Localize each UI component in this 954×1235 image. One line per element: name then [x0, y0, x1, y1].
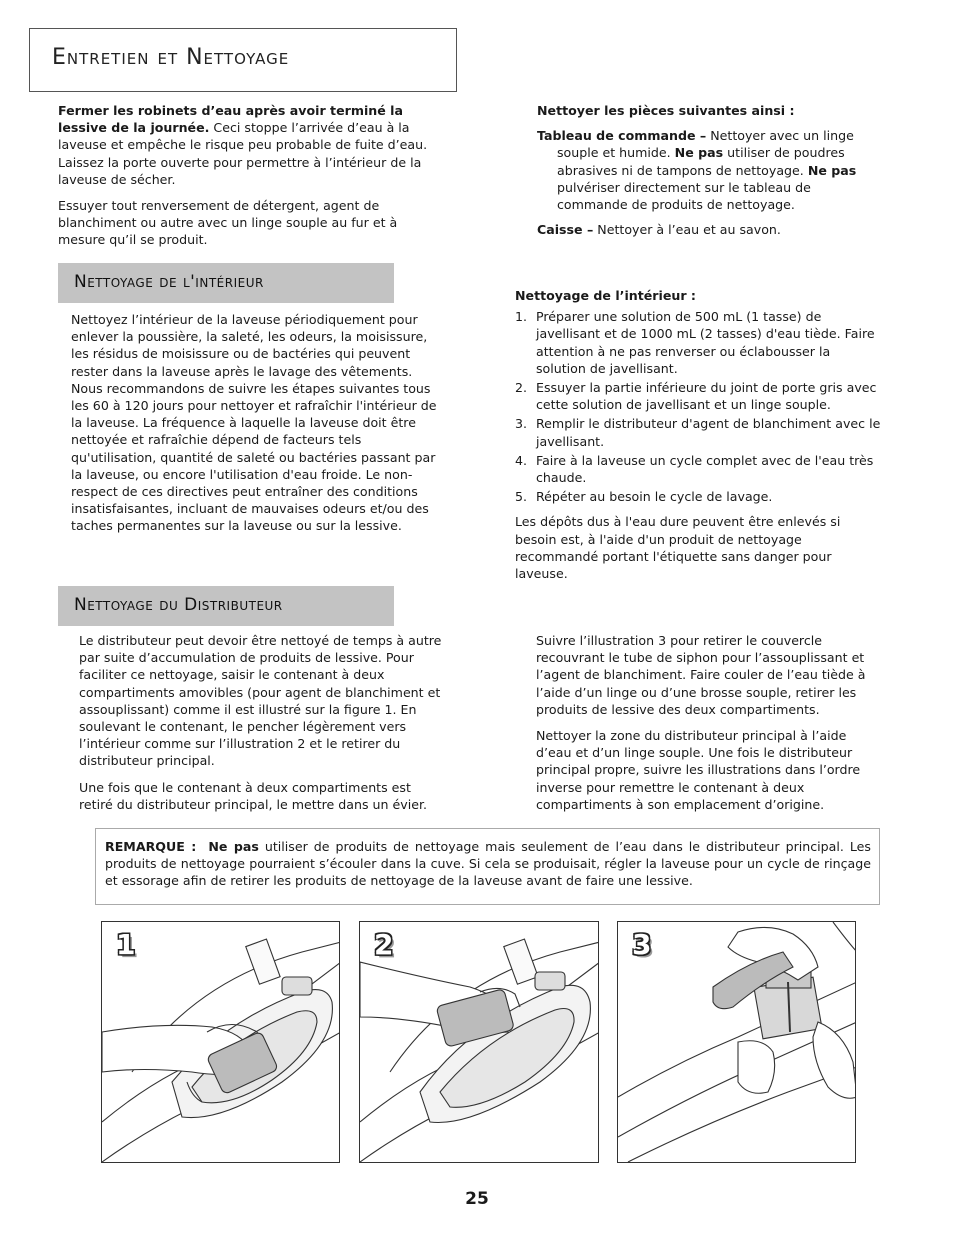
list-item [515, 415, 882, 449]
hard-water-paragraph: Les dépôts dus à l'eau dure peuvent être enlevés si besoin est, à l'aide d'un produit de nettoyage recommandé portant l'étiquette sans danger pour laveuse. [515, 514, 841, 582]
figure-2 [359, 921, 599, 1163]
section-header-interior [58, 263, 394, 303]
figure-number: 3 [632, 928, 652, 961]
intro-paragraph-2: Essuyer tout renversement de détergent, agent de blanchiment ou autre avec un linge souple au fur et à mesure qu’il se produit. [58, 198, 398, 248]
page-title: Entretien et Nettoyage [52, 45, 290, 70]
list-item [515, 488, 882, 505]
cabinet-label: Caisse – [537, 222, 594, 238]
note-warning: Ne pas [208, 839, 259, 854]
control-panel-warning-2: Ne pas [807, 162, 857, 178]
page-title-box [29, 28, 457, 92]
dispenser-paragraph-2: Une fois que le contenant à deux compartiments est retiré du distributeur principal, le mettre dans un évier. [79, 779, 427, 812]
section-title-interior: Nettoyage de l'intérieur [74, 272, 264, 292]
intro-paragraph-1 [58, 102, 442, 188]
hands-removing-siphon-cap-illustration [618, 922, 856, 1163]
note-box [95, 828, 880, 905]
intro-text: Ceci stoppe l’arrivée d’eau à la laveuse et empêche le risque peu probable de fuite d’eau. Laissez la porte ouverte pour permettre à l’intérieur de la laveuse de sécher. [58, 120, 428, 187]
note-label: REMARQUE : [105, 839, 197, 854]
section-title-dispenser: Nettoyage du Distributeur [74, 595, 283, 615]
parts-block [537, 102, 882, 238]
step-number: 4. [515, 452, 528, 468]
figure-number: 1 [116, 928, 136, 961]
page-number: 25 [465, 1189, 489, 1209]
interior-steps-block [515, 287, 882, 582]
step-text: Préparer une solution de 500 mL (1 tasse) de javellisant et de 1000 mL (2 tasses) d'eau tiède. Faire attention à ne pas renverser ou éclabousser la solution de javellisant. [536, 309, 875, 376]
control-panel-text-3: pulvériser directement sur le tableau de commande de produits de nettoyage. [557, 179, 811, 213]
interior-body [71, 311, 443, 535]
control-panel-text-2: utiliser de poudres abrasives ni de tampons de nettoyage. [557, 145, 845, 178]
figure-1 [101, 921, 340, 1163]
cabinet-text: Nettoyer à l’eau et au savon. [593, 222, 781, 238]
control-panel-item [537, 127, 882, 213]
note-text [105, 838, 871, 890]
parts-heading: Nettoyer les pièces suivantes ainsi : [537, 103, 795, 118]
step-text: Faire à la laveuse un cycle complet avec de l'eau très chaude. [536, 452, 874, 486]
control-panel-warning-1: Ne pas [674, 145, 724, 161]
step-text: Essuyer la partie inférieure du joint de porte gris avec cette solution de javellisant et un linge souple. [536, 380, 877, 413]
step-number: 2. [515, 380, 528, 396]
step-text: Répéter au besoin le cycle de lavage. [536, 489, 773, 505]
control-panel-label: Tableau de commande – [537, 128, 707, 144]
control-panel-text-1: Nettoyer avec un linge souple et humide. [557, 128, 854, 161]
figure-number: 2 [374, 928, 394, 961]
intro-block [58, 102, 442, 249]
dispenser-left-block [79, 632, 443, 813]
intro-bold-text: Fermer les robinets d’eau après avoir terminé la lessive de la journée. [58, 103, 403, 136]
step-number: 5. [515, 489, 528, 505]
section-header-dispenser [58, 586, 394, 626]
dispenser-paragraph-4: Nettoyer la zone du distributeur principal à l’aide d’eau et d’un linge souple. Une fois le distributeur principal propre, suivre les illustrations dans l’ordre inverse pour remettre le contenant à deux compartiments à son emplacement d’origine. [536, 728, 861, 812]
interior-steps-list [515, 308, 882, 505]
hand-lifting-dispenser-illustration [102, 922, 340, 1163]
hand-tilting-dispenser-illustration [360, 922, 599, 1163]
dispenser-right-block [536, 632, 882, 813]
interior-paragraph: Nettoyez l’intérieur de la laveuse périodiquement pour enlever la poussière, la saleté, les odeurs, la moisissure, les résidus de moisissure ou de bactéries qui peuvent rester dans la laveuse après le lavage des vêtements. Nous recommandons de suivre les étapes suivantes tous les 60 à 120 jours pour nettoyer et rafraîchir l'intérieur de la laveuse. La fréquence à laquelle la laveuse doit être nettoyée et rafraîchie dépend de facteurs tels qu'utilisation, quantité de saleté ou bactéries passant par la laveuse, ou encore l'utilisation d'eau froide. Le non-respect de ces directives peut entraîner des conditions insatisfaisantes, incluant de mauvaises odeurs et/ou des taches permanentes sur la laveuse ou sur la lessive. [71, 312, 437, 534]
step-number: 1. [515, 309, 528, 325]
cabinet-item [537, 221, 882, 238]
step-text: Remplir le distributeur d'agent de blanchiment avec le javellisant. [536, 416, 881, 449]
list-item [515, 308, 882, 377]
interior-steps-heading: Nettoyage de l’intérieur : [515, 288, 696, 303]
figure-3 [617, 921, 856, 1163]
dispenser-paragraph-1: Le distributeur peut devoir être nettoyé de temps à autre par suite d’accumulation de produits de lessive. Pour faciliter ce nettoyage, saisir le contenant à deux compartiments amovibles (pour agent de blanchiment et assouplissant) comme il est illustré sur la figure 1. En soulevant le contenant, le pencher légèrement vers l’intérieur comme sur l’illustration 2 et le retirer du distributeur principal. [79, 633, 442, 769]
step-number: 3. [515, 416, 528, 432]
note-body: utiliser de produits de nettoyage mais seulement de l’eau dans le distributeur principal. Les produits de nettoyage pourraient s’écouler dans la cuve. Si cela se produisait, régler la laveuse pour un cycle de rinçage et essorage afin de retirer les produits de nettoyage de la laveuse avant de faire une lessive. [105, 839, 871, 889]
dispenser-paragraph-3: Suivre l’illustration 3 pour retirer le couvercle recouvrant le tube de siphon pour l’assouplissant et l’agent de blanchiment. Faire couler de l’eau tiède à l’aide d’un linge ou d’une brosse souple, retirer les produits de lessive des deux compartiments. [536, 633, 866, 717]
list-item [515, 452, 882, 486]
list-item [515, 379, 882, 413]
